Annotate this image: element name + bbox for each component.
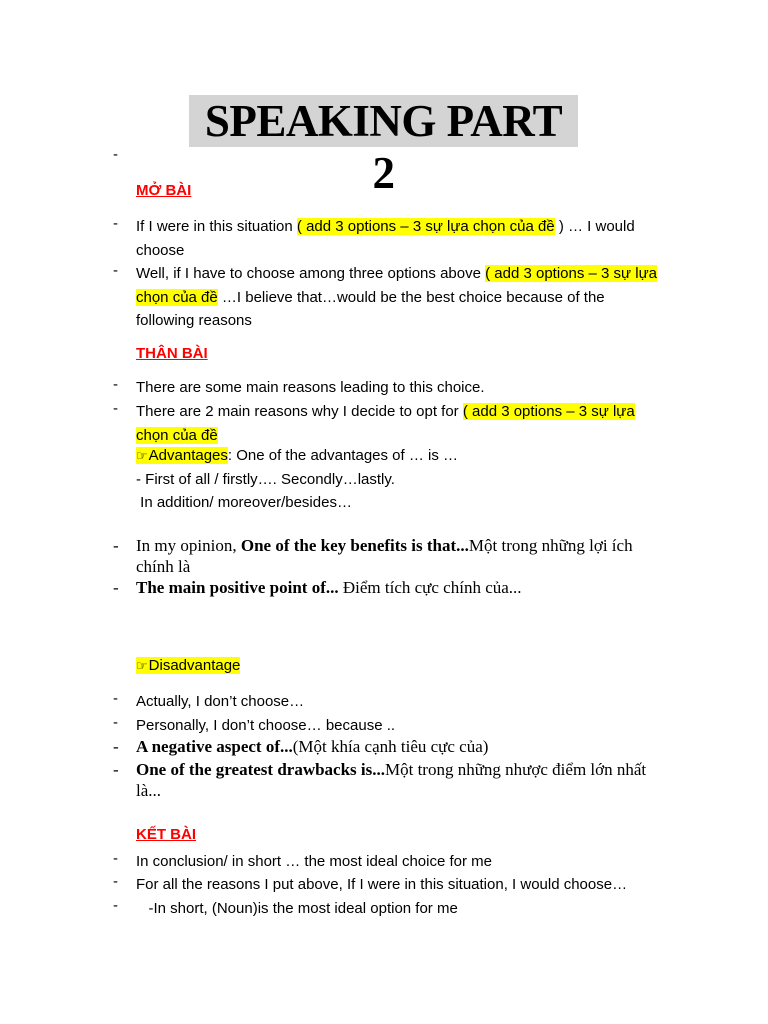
item-text: Actually, I don’t choose… (136, 693, 305, 710)
list-item (113, 850, 673, 874)
list-item (113, 873, 713, 897)
item-text: -In short, (Noun)is the most ideal option for me (136, 900, 458, 917)
item-text (136, 400, 668, 447)
text-run: Một trong những nhược điểm lớn nhất là... (136, 760, 647, 800)
item-text (136, 737, 673, 758)
text-run: There are 2 main reasons why I decide to opt for (136, 403, 463, 420)
highlighted-text: ( add 3 options – 3 sự lựa chọn của đề (136, 265, 657, 306)
disadvantage-highlight (136, 657, 240, 674)
text-run: In my opinion, (136, 536, 241, 555)
text-run: Một trong những lợi ích chính là (136, 536, 633, 576)
list-item (113, 690, 673, 714)
text-run: ) … I would choose (136, 218, 635, 259)
item-text: In conclusion/ in short … the most ideal choice for me (136, 853, 493, 870)
bullet-dash: - (113, 714, 118, 731)
bold-text: One of the key benefits is that... (240, 536, 469, 555)
list-item (113, 760, 673, 801)
list-item (113, 737, 673, 758)
list-item (113, 400, 668, 447)
bullet-dash: - (113, 760, 119, 779)
text-run: (Một khía cạnh tiêu cực của) (292, 737, 489, 756)
advantages-text: Advantages (148, 447, 228, 464)
item-text (136, 760, 673, 801)
bullet-dash: - (113, 376, 118, 393)
item-text: For all the reasons I put above, If I were in this situation, I would choose… (136, 876, 628, 893)
advantages-line (136, 447, 458, 464)
page-title: SPEAKING PART 2 (189, 95, 578, 147)
item-text (136, 578, 673, 599)
item-text: Personally, I don’t choose… because .. (136, 717, 396, 734)
disadvantage-text: Disadvantage (148, 657, 241, 674)
text-run: …I believe that…would be the best choice because of the following reasons (136, 288, 605, 329)
advantages-label (136, 447, 228, 464)
sequence-line: - First of all / firstly…. Secondly…lastly. (136, 471, 395, 488)
highlighted-text: ( add 3 options – 3 sự lựa chọn của đề (296, 218, 555, 235)
bold-text: The main positive point of... (136, 578, 339, 597)
list-item (113, 536, 673, 577)
pointing-hand-icon: ☞ (136, 659, 148, 674)
bullet-dash: - (113, 850, 118, 867)
item-text: There are some main reasons leading to this choice. (136, 379, 485, 396)
disadvantage-label (136, 657, 240, 674)
list-item (113, 215, 673, 262)
bullet-dash: - (113, 690, 118, 707)
bullet-dash: - (113, 215, 118, 232)
list-item (113, 897, 673, 921)
list-item (113, 262, 663, 333)
pointing-hand-icon: ☞ (136, 449, 148, 464)
bullet-dash: - (113, 578, 119, 597)
list-item (113, 578, 673, 599)
heading-than-bai: THÂN BÀI (136, 345, 208, 362)
bullet-dash: - (113, 873, 118, 890)
highlighted-text: ( add 3 options – 3 sự lựa chọn của đề (136, 403, 635, 444)
bold-text: One of the greatest drawbacks is... (136, 760, 385, 779)
stray-dash: - (113, 146, 118, 163)
item-text (136, 215, 673, 262)
list-item (113, 376, 673, 400)
heading-mo-bai: MỞ BÀI (136, 182, 192, 199)
list-item (113, 714, 673, 738)
bullet-dash: - (113, 897, 118, 914)
addition-line: In addition/ moreover/besides… (136, 494, 352, 511)
item-text (136, 536, 673, 577)
advantages-description: : One of the advantages of … is … (227, 447, 459, 464)
heading-ket-bai: KẾT BÀI (136, 826, 196, 843)
item-text (136, 262, 663, 333)
text-run: If I were in this situation (136, 218, 297, 235)
bold-text: A negative aspect of... (136, 737, 293, 756)
bullet-dash: - (113, 262, 118, 279)
bullet-dash: - (113, 400, 118, 417)
text-run: Điểm tích cực chính của... (338, 578, 522, 597)
bullet-dash: - (113, 536, 119, 555)
bullet-dash: - (113, 737, 119, 756)
text-run: Well, if I have to choose among three options above (136, 265, 486, 282)
